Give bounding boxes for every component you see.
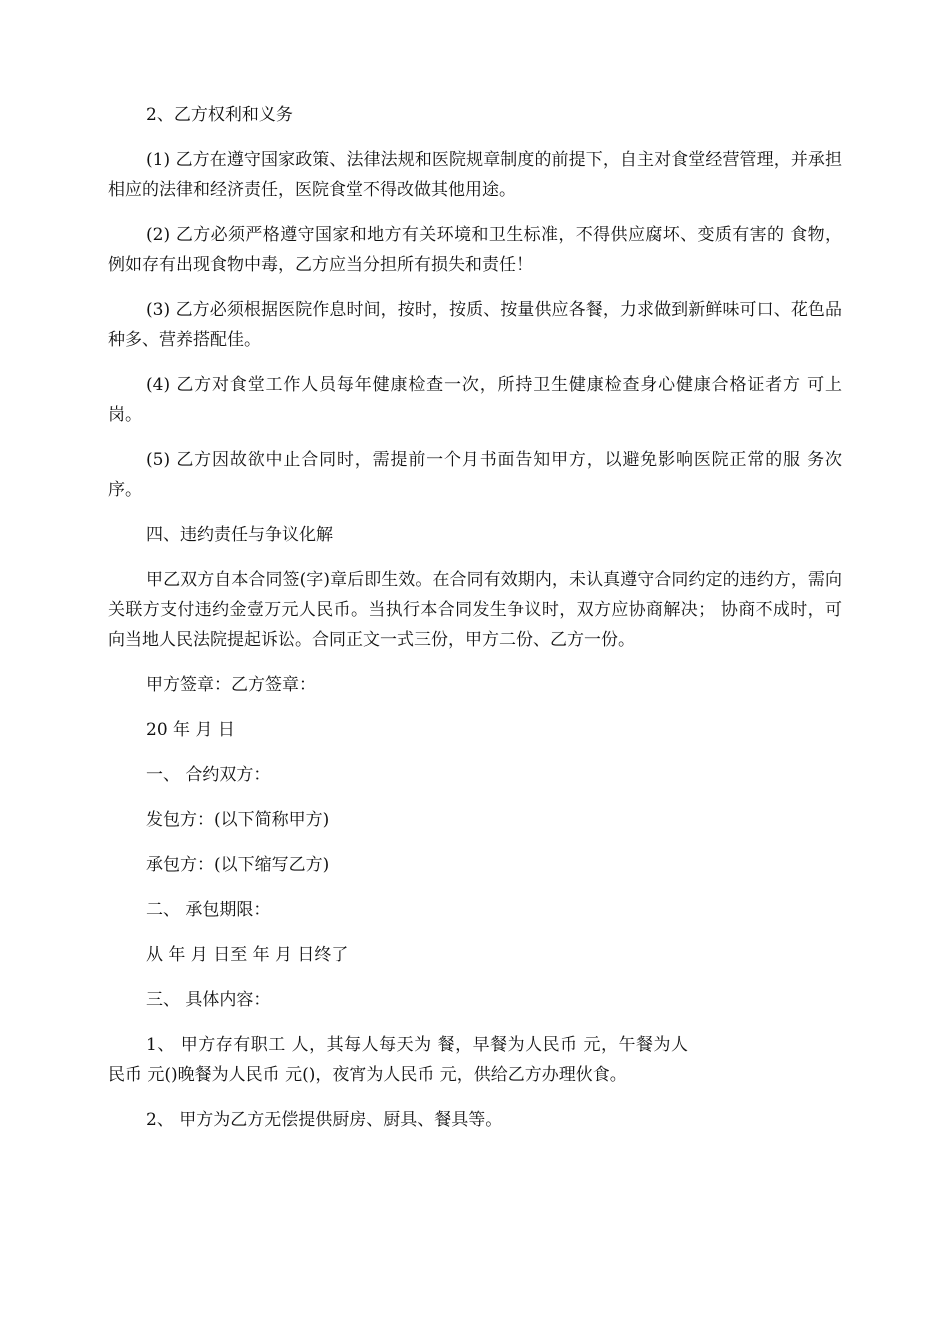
term-line: 从 年 月 日至 年 月 日终了 [146,945,349,965]
section-heading-party-b-rights: 2、乙方权利和义务 [146,105,293,125]
party-a-line: 发包方：(以下简称甲方) [146,810,330,830]
clause-1: (1) 乙方在遵守国家政策、法律法规和医院规章制度的前提下，自主对食堂经营管理，并承担相应的法律和经济责任，医院食堂不得改做其他用途。 [108,150,842,200]
clause-4: (4) 乙方对食堂工作人员每年健康检查一次，所持卫生健康检查身心健康合格证者方 可上岗。 [108,375,842,425]
breach-paragraph: 甲乙双方自本合同签(字)章后即生效。在合同有效期内，未认真遵守合同约定的违约方，需向关联方支付违约金壹万元人民币。当执行本合同发生争议时，双方应协商解决； 协商不成时，可向当地人民法院提起诉讼。合同正文一式三份，甲方二份、乙方一份。 [108,570,842,650]
content-item-2: 2、 甲方为乙方无偿提供厨房、厨具、餐具等。 [146,1110,503,1130]
section-heading-breach: 四、违约责任与争议化解 [146,525,333,545]
clause-5: (5) 乙方因故欲中止合同时，需提前一个月书面告知甲方，以避免影响医院正常的服 务次序。 [108,450,842,500]
section-heading-content: 三、 具体内容： [146,990,271,1010]
clause-2: (2) 乙方必须严格遵守国家和地方有关环境和卫生标准，不得供应腐坏、变质有害的 食物，例如存有出现食物中毒，乙方应当分担所有损失和责任！ [108,225,842,275]
date-line: 20 年 月 日 [146,720,235,740]
content-item-1: 1、 甲方存有职工 人，其每人每天为 餐，早餐为人民币 元，午餐为人民币 元()晚餐为人民币 元()，夜宵为人民币 元，供给乙方办理伙食。 [108,1035,688,1085]
document-body [108,100,842,1150]
clause-3: (3) 乙方必须根据医院作息时间，按时，按质、按量供应各餐，力求做到新鲜味可口、花色品种多、营养搭配佳。 [108,300,842,350]
section-heading-term: 二、 承包期限： [146,900,271,920]
signature-line: 甲方签章：乙方签章： [146,675,316,695]
party-b-line: 承包方：(以下缩写乙方) [146,855,330,875]
section-heading-parties: 一、 合约双方： [146,765,271,785]
